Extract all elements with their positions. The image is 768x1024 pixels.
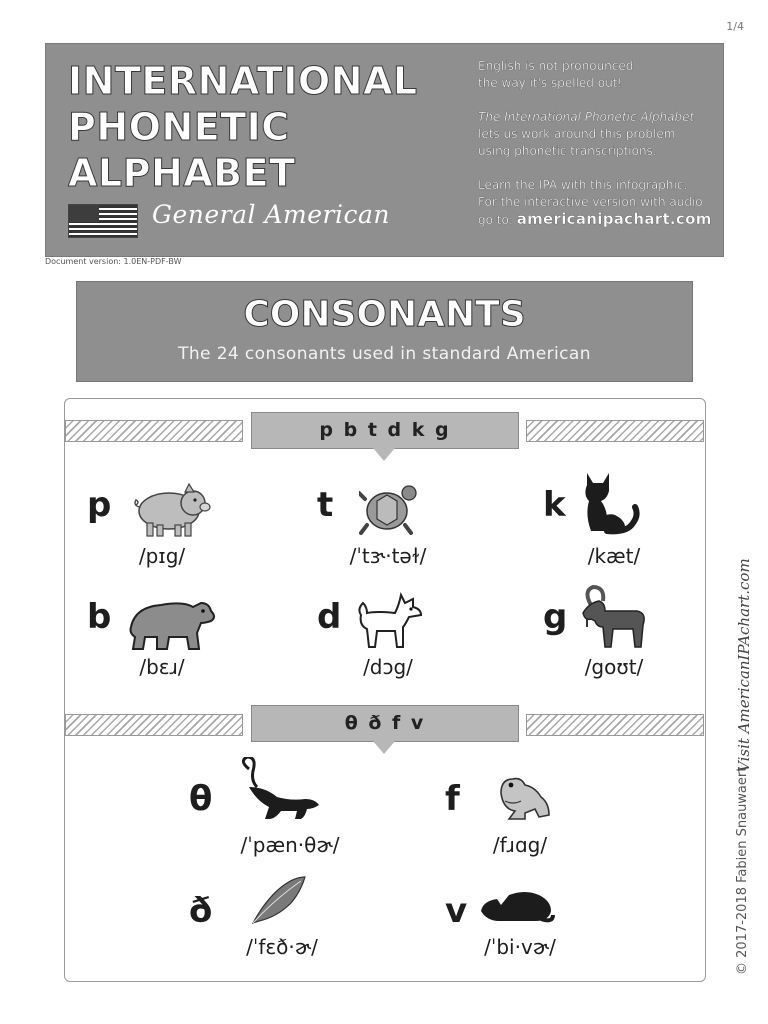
hatch-divider [65, 714, 243, 736]
section-subtitle: The 24 consonants used in standard American [178, 344, 591, 364]
consonant-letter: k [543, 485, 566, 525]
title-line: INTERNATIONAL [68, 59, 418, 103]
beaver-icon [479, 885, 555, 925]
intro-line: lets us work around this problem [478, 127, 676, 141]
hatch-divider [65, 420, 243, 442]
group-label: θ ð f v [251, 705, 519, 742]
section-banner [76, 281, 693, 382]
ipa-transcription: /goʊt/ [584, 655, 644, 679]
pig-icon [133, 481, 211, 539]
ipa-transcription: /ˈpæn·θɚ/ [240, 833, 340, 857]
intro-line: The International Phonetic Alphabet [478, 110, 695, 124]
goto-label: go to: [478, 213, 513, 227]
consonant-letter: d [317, 597, 342, 637]
intro-line: For the interactive version with audio [478, 195, 703, 209]
group-arrow [373, 448, 395, 461]
intro-line: Learn the IPA with this infographic. [478, 178, 688, 192]
header-panel [45, 43, 724, 257]
page-title [68, 58, 418, 196]
panther-icon [235, 757, 321, 825]
hatch-divider [526, 420, 704, 442]
intro-line: the way it's spelled out! [478, 76, 623, 90]
page-number: 1/4 [726, 20, 744, 33]
consonant-letter: g [543, 597, 568, 637]
ipa-transcription: /ˈfɛð·ɚ/ [246, 935, 318, 959]
ipa-transcription: /kæt/ [587, 544, 641, 568]
title-line: ALPHABET [68, 151, 296, 195]
group-label: p b t d k g [251, 412, 519, 449]
website-link[interactable]: americanipachart.com [516, 210, 712, 228]
turtle-icon [359, 481, 421, 537]
consonant-card [64, 398, 706, 982]
consonant-letter: f [445, 779, 460, 819]
frog-icon [495, 773, 553, 823]
feather-icon [249, 875, 307, 927]
ipa-transcription: /fɹɑg/ [492, 833, 548, 857]
document-version: Document version: 1.0EN-PDF-BW [45, 257, 182, 266]
intro-line: using phonetic transcriptions. [478, 144, 657, 158]
visit-website-link[interactable]: Visit AmericanIPAchart.com [735, 558, 753, 772]
bear-icon [125, 597, 217, 651]
consonant-letter: ð [189, 891, 213, 931]
consonant-letter: t [317, 485, 334, 525]
copyright-notice: © 2017-2018 Fabien Snauwaert [735, 766, 750, 975]
ipa-transcription: /pɪg/ [138, 544, 186, 568]
ipa-transcription: /ˈtɝ·təɫ/ [349, 544, 427, 568]
ipa-transcription: /bɛɹ/ [139, 655, 185, 679]
cat-icon [581, 471, 645, 537]
group-arrow [373, 741, 395, 754]
title-line: PHONETIC [68, 105, 290, 149]
ipa-transcription: /ˈbi·vɚ/ [484, 935, 556, 959]
consonant-letter: θ [189, 779, 213, 819]
us-flag-icon [68, 204, 138, 238]
consonant-letter: p [87, 485, 112, 525]
section-title: CONSONANTS [243, 294, 526, 335]
hatch-divider [526, 714, 704, 736]
ipa-transcription: /dɔg/ [363, 655, 413, 679]
dialect-subtitle: General American [152, 200, 390, 229]
consonant-letter: v [445, 891, 468, 931]
intro-line: English is not pronounced [478, 59, 634, 73]
intro-text [478, 58, 718, 246]
goat-icon [577, 585, 649, 651]
dog-icon [355, 591, 425, 651]
consonant-letter: b [87, 597, 112, 637]
